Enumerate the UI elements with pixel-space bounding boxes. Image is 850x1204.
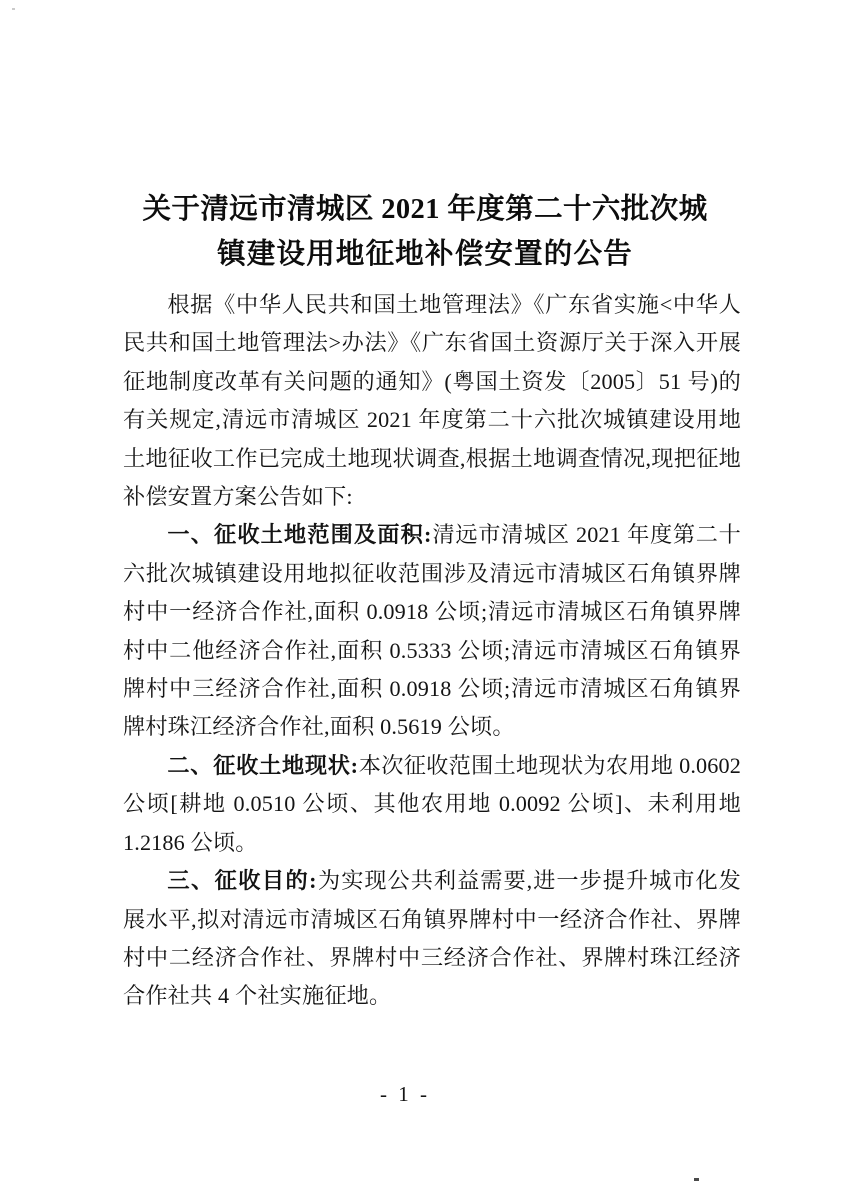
section-3-heading: 三、征收目的: [167, 868, 318, 894]
scan-speck [12, 8, 15, 10]
paragraph-section-3 [123, 862, 741, 1016]
section-1-text: 清远市清城区 2021 年度第二十六批次城镇建设用地拟征收范围涉及清远市清城区石角镇界牌村中一经济合作社,面积 0.0918 公顷;清远市清城区石角镇界牌村中二他经济合作社,面积 0.5333 公顷;清远市清城区石角镇界牌村中三经济合作社,面积 0.0918 公顷;清远市清城区石角镇界牌村珠江经济合作社,面积 0.5619 公顷。 [123, 522, 741, 740]
document-body [123, 286, 741, 1016]
document-title-line-2: 镇建设用地征地补偿安置的公告 [217, 239, 633, 271]
section-1-heading: 一、征收土地范围及面积: [167, 522, 432, 548]
page-number: - 1 - [380, 1082, 430, 1106]
section-3-text: 为实现公共利益需要,进一步提升城市化发展水平,拟对清远市清城区石角镇界牌村中一经济合作社、界牌村中二经济合作社、界牌村中三经济合作社、界牌村珠江经济合作社共 4 个社实施征地。 [123, 868, 741, 1009]
document-title [115, 187, 735, 277]
paragraph-section-1 [123, 516, 741, 746]
section-2-text: 本次征收范围土地现状为农用地 0.0602 公顷[耕地 0.0510 公顷、其他农用地 0.0092 公顷]、未利用地 1.2186 公顷。 [123, 752, 741, 855]
paragraph-preamble-text: 根据《中华人民共和国土地管理法》《广东省实施<中华人民共和国土地管理法>办法》《广东省国土资源厅关于深入开展征地制度改革有关问题的通知》(粤国土资发〔2005〕51 号)的有关规定,清远市清城区 2021 年度第二十六批次城镇建设用地土地征收工作已完成土地现状调查,根据土地调查情况,现把征地补偿安置方案公告如下: [123, 292, 741, 510]
paragraph-preamble [123, 286, 741, 516]
paragraph-section-2 [123, 747, 741, 862]
document-title-line-1: 关于清远市清城区 2021 年度第二十六批次城 [142, 194, 708, 226]
scan-speck [694, 1178, 699, 1181]
section-2-heading: 二、征收土地现状: [167, 752, 359, 778]
